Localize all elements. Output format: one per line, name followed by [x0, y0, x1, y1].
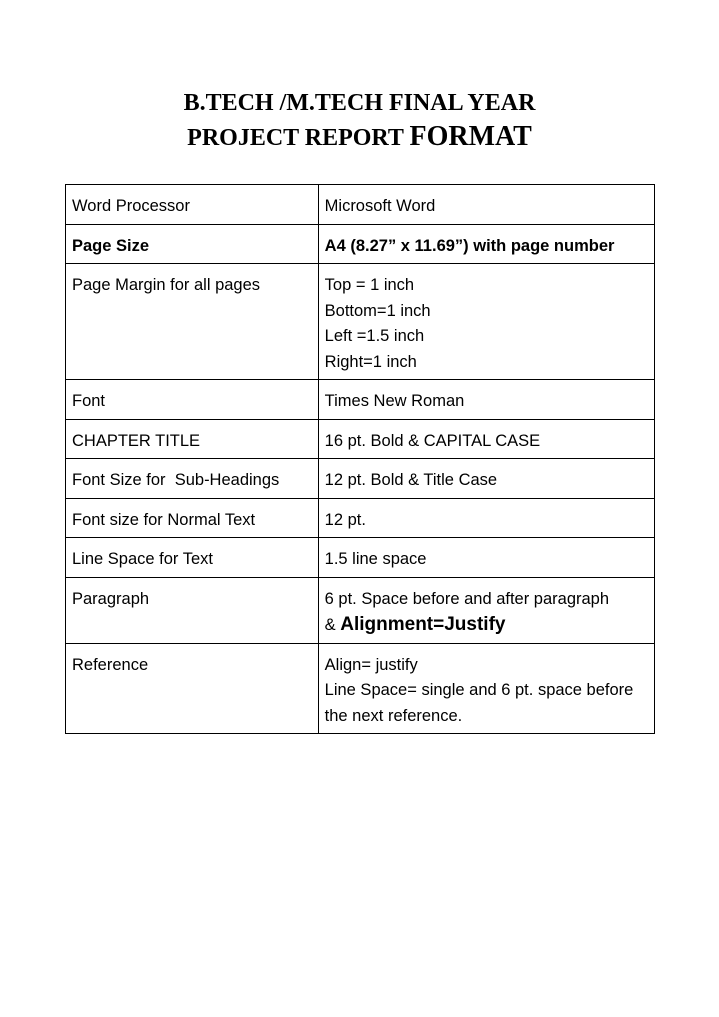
value-line: 16 pt. Bold & CAPITAL CASE: [324, 431, 541, 450]
row-value: [318, 459, 654, 499]
row-label: Reference: [66, 643, 319, 734]
value-line: Times New Roman: [324, 392, 465, 410]
row-label: Page Margin for all pages: [66, 264, 319, 380]
table-row: [66, 264, 655, 380]
value-line: Left =1.5 inch: [324, 327, 425, 345]
format-table: [65, 184, 655, 734]
row-label: Line Space for Text: [66, 538, 319, 578]
table-row: [66, 498, 655, 538]
value-line: [325, 612, 648, 639]
value-line-emphasis: Alignment=Justify: [340, 614, 506, 635]
table-row: [66, 643, 655, 734]
row-value: [318, 380, 654, 420]
value-line: Microsoft Word: [324, 197, 436, 215]
row-label: CHAPTER TITLE: [66, 419, 319, 459]
title-line-2-prefix: PROJECT REPORT: [187, 125, 410, 151]
title-line-2: [0, 120, 719, 155]
row-value: [318, 498, 654, 538]
title-line-1: B.TECH /M.TECH FINAL YEAR: [183, 90, 536, 116]
value-line: Right=1 inch: [324, 352, 417, 371]
table-row: [66, 459, 655, 499]
value-line: Align= justify: [324, 655, 418, 674]
value-line: A4 (8.27” x 11.69”) with page number: [324, 236, 615, 255]
row-value: [318, 643, 654, 734]
table-row: [66, 577, 655, 643]
row-label: Font: [66, 380, 319, 420]
row-value: [318, 264, 654, 380]
row-value: [318, 419, 654, 459]
value-line: 12 pt. Bold & Title Case: [324, 471, 498, 489]
row-label: Font Size for Sub-Headings: [66, 459, 319, 499]
table-row: [66, 419, 655, 459]
row-label: Page Size: [66, 224, 319, 264]
row-value: [318, 538, 654, 578]
value-line: Top = 1 inch: [324, 276, 415, 294]
value-line: 6 pt. Space before and after paragraph: [324, 589, 610, 608]
value-line: 1.5 line space: [324, 550, 427, 568]
row-label: Font size for Normal Text: [66, 498, 319, 538]
table-row: [66, 538, 655, 578]
value-line: 12 pt.: [324, 510, 366, 529]
row-label: Paragraph: [66, 577, 319, 643]
row-value: [318, 224, 654, 264]
row-value: [318, 577, 654, 643]
table-row: [66, 185, 655, 225]
title-line-2-suffix: FORMAT: [409, 121, 532, 152]
row-value: [318, 185, 654, 225]
page-title: [0, 86, 719, 155]
value-line: Bottom=1 inch: [324, 301, 431, 320]
value-line: Line Space= single and 6 pt. space before the next reference.: [324, 681, 634, 725]
table-row: [66, 224, 655, 264]
table-row: [66, 380, 655, 420]
row-label: Word Processor: [66, 185, 319, 225]
value-line-prefix: &: [324, 616, 341, 634]
